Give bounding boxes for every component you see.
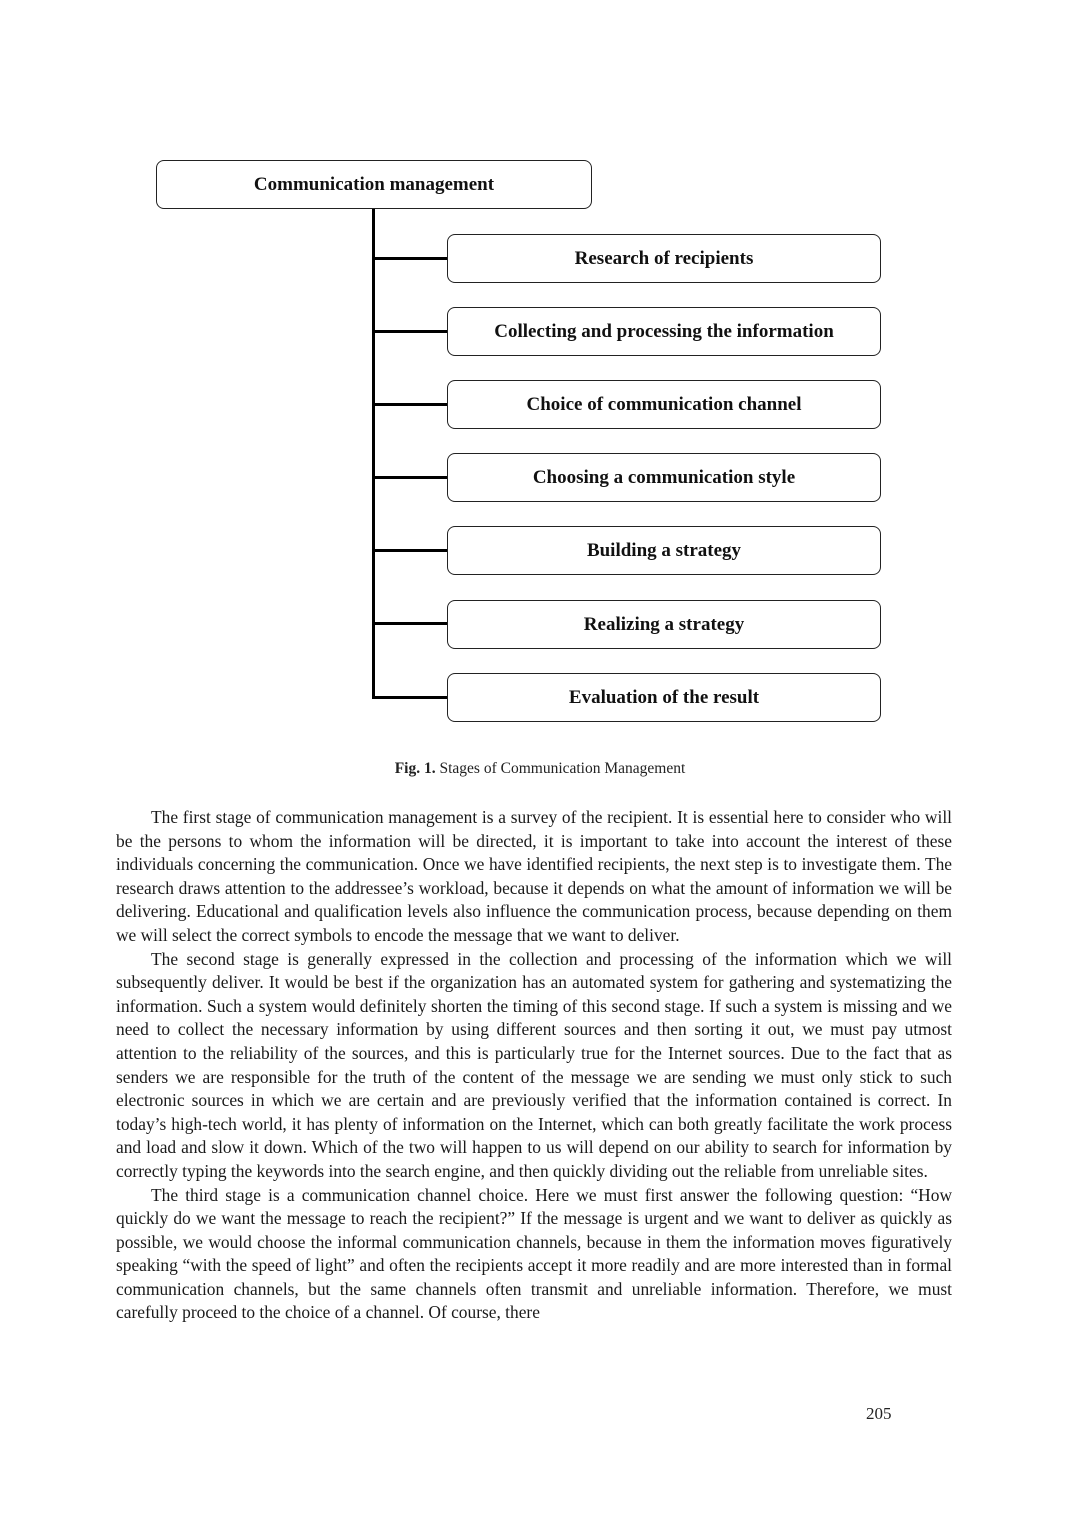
connector-branch — [372, 330, 447, 333]
stage-node-label: Research of recipients — [574, 247, 754, 269]
stage-node — [447, 526, 881, 575]
stage-node-label: Evaluation of the result — [568, 686, 760, 708]
stage-node — [447, 380, 881, 429]
stage-node-label: Building a strategy — [586, 539, 742, 561]
root-node-label: Communication management — [253, 173, 495, 195]
stage-node — [447, 673, 881, 722]
stage-node — [447, 600, 881, 649]
connector-branch — [372, 696, 447, 699]
stage-node-label: Choice of communication channel — [526, 393, 802, 415]
stage-node — [447, 234, 881, 283]
stage-node — [447, 453, 881, 502]
body-text — [116, 806, 952, 1325]
stage-node-label: Realizing a strategy — [583, 613, 745, 635]
connector-branch — [372, 403, 447, 406]
figure-caption-label: Fig. 1. — [394, 760, 436, 777]
stage-node-label: Collecting and processing the information — [494, 320, 834, 342]
paragraph: The third stage is a communication channel choice. Here we must first answer the following question: “How quickly do we want the message to reach the recipient?” If the message is urgent and we want to deliver as quickly as possible, we would choose the informal communication channels, because in them the information moves figuratively speaking “with the speed of light” and often the recipients accept it more readily and are more interested than in formal communication channels, but the same channels often transmit and unreliable information. Therefore, we must carefully proceed to the choice of a channel. Of course, there — [116, 1184, 952, 1323]
stages-diagram — [0, 0, 1080, 740]
page-number: 205 — [866, 1404, 892, 1423]
connector-branch — [372, 622, 447, 625]
paragraph: The first stage of communication management is a survey of the recipient. It is essential here to consider who will be the persons to whom the information will be directed, it is important to take into account the interest of these individuals concerning the communication. Once we have identified recipients, the next step is to investigate them. The research draws attention to the addressee’s workload, because it depends on what the amount of information we will be delivering. Educational and qualification levels also influence the communication process, because depending on them we will select the correct symbols to encode the message that we want to deliver. — [116, 807, 952, 945]
connector-branch — [372, 257, 447, 260]
connector-branch — [372, 476, 447, 479]
stage-node-label: Choosing a communication style — [532, 466, 796, 488]
figure-caption-text: Stages of Communication Management — [435, 760, 686, 777]
stage-node — [447, 307, 881, 356]
figure-caption — [0, 760, 1080, 778]
connector-branch — [372, 549, 447, 552]
root-node — [156, 160, 592, 209]
paragraph: The second stage is generally expressed in the collection and processing of the information which we will subsequently deliver. It would be best if the organization has an automated system for gathering and systematizing the information. Such a system would definitely shorten the timing of this second stage. If such a system is missing and we need to collect the necessary information by using different sources and then sorting it out, we must pay utmost attention to the reliability of the sources, and this is particularly true for the Internet sources. Due to the fact that as senders we are responsible for the truth of the content of the message we are sending we must only stick to such electronic sources in which we are certain and are previously verified that the information contained is correct. In today’s high-tech world, it has plenty of information on the Internet, which can both greatly facilitate the work process and load and slow it down. Which of the two will happen to us will depend on our ability to search for information by correctly typing the keywords into the search engine, and then quickly dividing out the reliable from unreliable sites. — [116, 948, 952, 1181]
